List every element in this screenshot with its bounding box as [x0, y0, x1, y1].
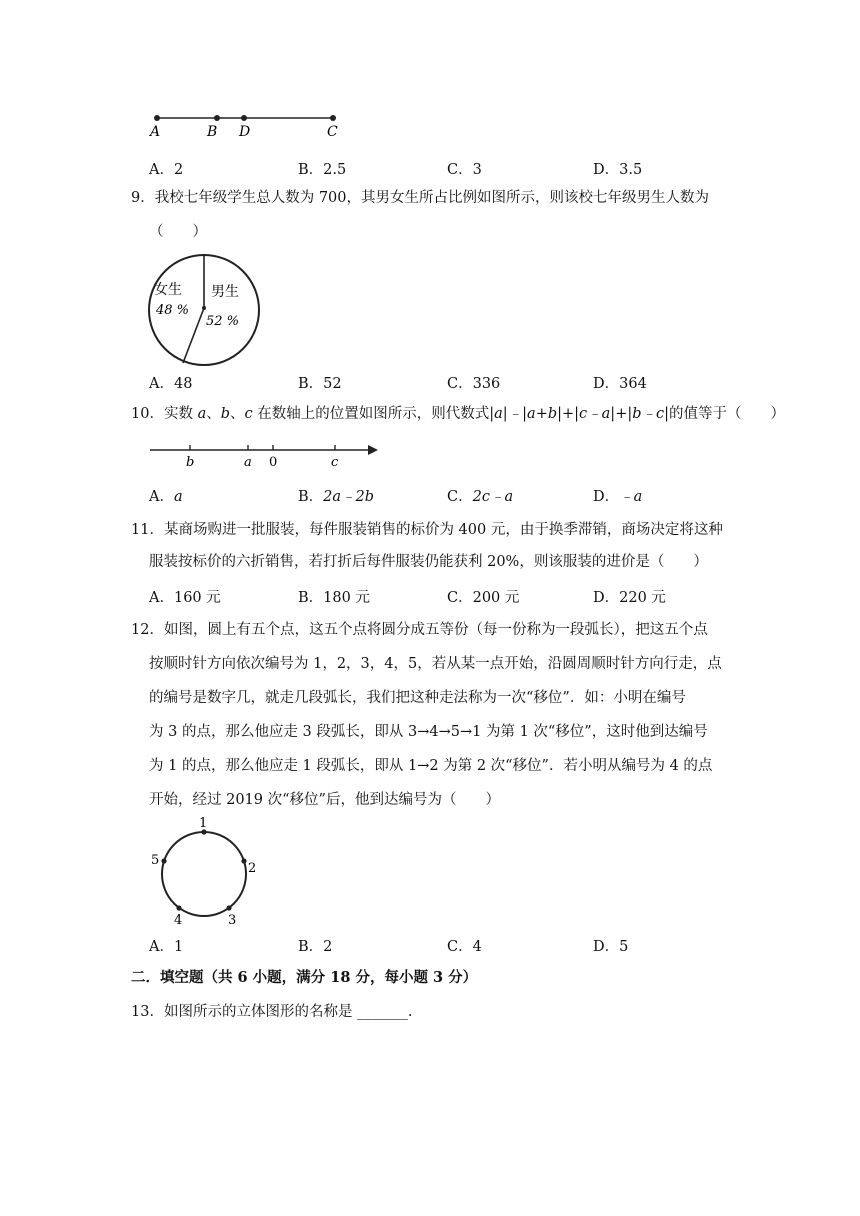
point-label-d: D	[239, 124, 251, 140]
q8-option-d: D．3.5	[593, 162, 643, 178]
q10-option-c: C．2c﹣a	[447, 489, 514, 505]
q11-option-d: D．220 元	[593, 590, 666, 606]
q8-option-b: B．2.5	[298, 162, 347, 178]
axis-label-b: b	[186, 455, 195, 470]
circle-label-5: 5	[151, 853, 160, 868]
circle-label-1: 1	[199, 816, 208, 831]
pie-value-female: 48 %	[156, 303, 190, 318]
q12-option-d: D．5	[593, 939, 629, 955]
answer-blank[interactable]: _______	[357, 1004, 408, 1020]
circle-label-3: 3	[228, 913, 237, 928]
q11-option-b: B．180 元	[298, 590, 370, 606]
q10-option-d: D．﹣a	[593, 489, 643, 505]
point-label-c: C	[327, 124, 338, 140]
q12-stem-line5: 为 1 的点，那么他应走 1 段弧长，即从 1→2 为第 2 次“移位”．若小明从编号为 4 的点	[149, 758, 713, 774]
q12-option-a: A．1	[149, 939, 184, 955]
axis-label-a: a	[244, 455, 252, 470]
q9-stem-line2: （ ）	[149, 224, 207, 240]
q8-option-c: C．3	[447, 162, 482, 178]
q9-option-a: A．48	[149, 376, 193, 392]
q10-stem: 10．实数 a、b、c 在数轴上的位置如图所示，则代数式|a|﹣|a+b|+|c﹣a|+|b﹣c|的值等于（ ）	[131, 406, 786, 422]
q10-option-b: B．2a﹣2b	[298, 489, 375, 505]
segment-figure	[140, 108, 360, 142]
q12-stem-line2: 按顺时针方向依次编号为 1，2，3，4，5，若从某一点开始，沿圆周顺时针方向行走，点	[149, 656, 722, 672]
q9-stem-line1: 9．我校七年级学生总人数为 700，其男女生所占比例如图所示，则该校七年级男生人数为	[131, 190, 710, 206]
q9-option-c: C．336	[447, 376, 501, 392]
five-point-circle	[146, 812, 266, 928]
axis-label-c: c	[331, 455, 339, 470]
q11-option-a: A．160 元	[149, 590, 221, 606]
q9-option-b: B．52	[298, 376, 342, 392]
point-label-b: B	[207, 124, 218, 140]
q12-stem-line1: 12．如图，圆上有五个点，这五个点将圆分成五等份（每一份称为一段弧长），把这五个点	[131, 622, 708, 638]
circle-label-4: 4	[174, 913, 183, 928]
q12-stem-line3: 的编号是数字几，就走几段弧长，我们把这种走法称为一次“移位”．如：小明在编号	[149, 690, 686, 706]
q10-option-a: A．a	[149, 489, 183, 505]
q12-option-c: C．4	[447, 939, 482, 955]
pie-value-male: 52 %	[206, 314, 240, 329]
section-heading: 二．填空题（共 6 小题，满分 18 分，每小题 3 分）	[131, 969, 478, 986]
number-line	[148, 440, 384, 470]
q9-option-d: D．364	[593, 376, 647, 392]
axis-label-zero: 0	[269, 455, 278, 470]
q8-option-a: A．2	[149, 162, 184, 178]
circle-label-2: 2	[248, 861, 257, 876]
q13-stem: 13．如图所示的立体图形的名称是 _______.	[131, 1004, 413, 1020]
q12-stem-line4: 为 3 的点，那么他应走 3 段弧长，即从 3→4→5→1 为第 1 次“移位”，这时他到达编号	[149, 724, 708, 740]
q11-stem-line2: 服装按标价的六折销售，若打折后每件服装仍能获利 20%，则该服装的进价是（ ）	[149, 554, 708, 570]
q11-stem-line1: 11．某商场购进一批服装，每件服装销售的标价为 400 元，由于换季滞销，商场决定将这种	[131, 522, 723, 538]
q11-option-c: C．200 元	[447, 590, 520, 606]
point-label-a: A	[150, 124, 161, 140]
q12-stem-line6: 开始，经过 2019 次“移位”后，他到达编号为（ ）	[149, 792, 500, 808]
pie-label-female: 女生	[154, 282, 182, 298]
pie-label-male: 男生	[211, 284, 239, 300]
pie-chart	[146, 252, 262, 368]
q12-option-b: B．2	[298, 939, 333, 955]
